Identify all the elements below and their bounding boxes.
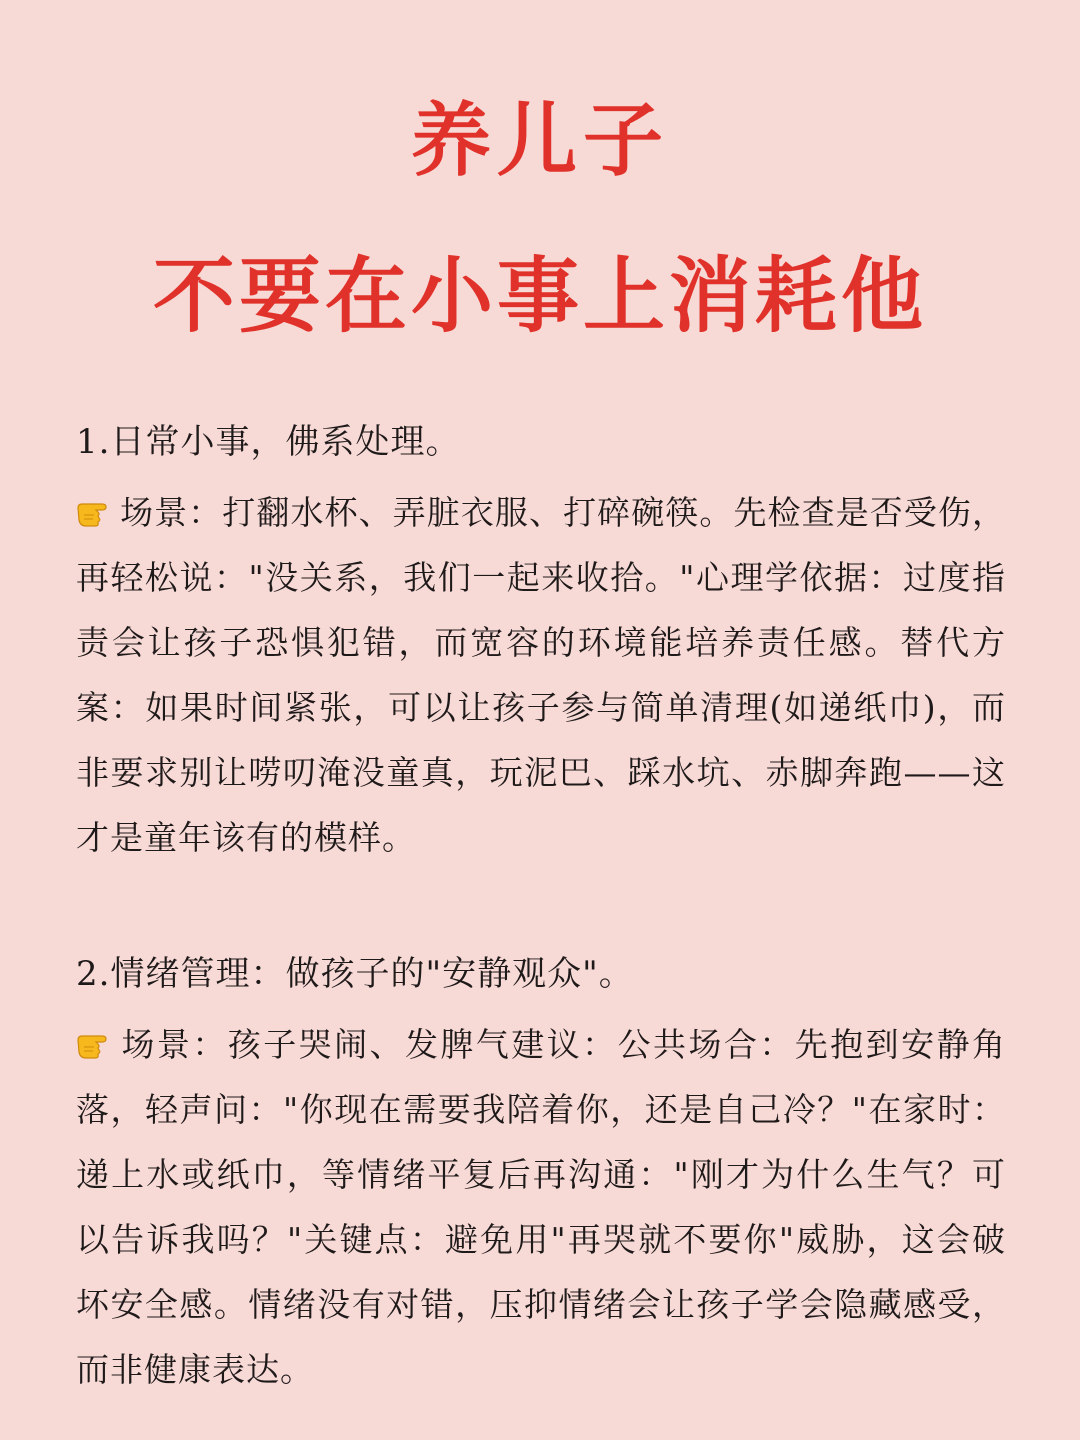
section-2 (76, 944, 1006, 1402)
title-line-1: 养儿子 (411, 93, 669, 187)
title-line-2: 不要在小事上消耗他 (152, 248, 927, 344)
section-2-body (76, 1012, 1006, 1402)
pointing-hand-icon (76, 494, 116, 528)
section-2-heading: 2.情绪管理：做孩子的"安静观众"。 (76, 954, 634, 994)
section-2-body-text: 场景：孩子哭闹、发脾气建议：公共场合：先抱到安静角落，轻声问："你现在需要我陪着你，还是自己冷？"在家时：递上水或纸巾，等情绪平复后再沟通："刚才为什么生气？可以告诉我吗？"关键点：避免用"再哭就不要你"威胁，这会破坏安全感。情绪没有对错，压抑情绪会让孩子学会隐藏感受，而非健康表达。 (76, 1025, 1006, 1389)
section-1-heading: 1.日常小事，佛系处理。 (76, 422, 461, 462)
section-1-body (76, 480, 1006, 870)
section-1-body-text: 场景：打翻水杯、弄脏衣服、打碎碗筷。先检查是否受伤，再轻松说："没关系，我们一起来收拾。"心理学依据：过度指责会让孩子恐惧犯错，而宽容的环境能培养责任感。替代方案：如果时间紧张，可以让孩子参与简单清理(如递纸巾)，而非要求别让唠叨淹没童真，玩泥巴、踩水坑、赤脚奔跑——这才是童年该有的模样。 (76, 493, 1006, 857)
pointing-hand-icon (76, 1026, 116, 1060)
section-1 (76, 412, 1006, 870)
